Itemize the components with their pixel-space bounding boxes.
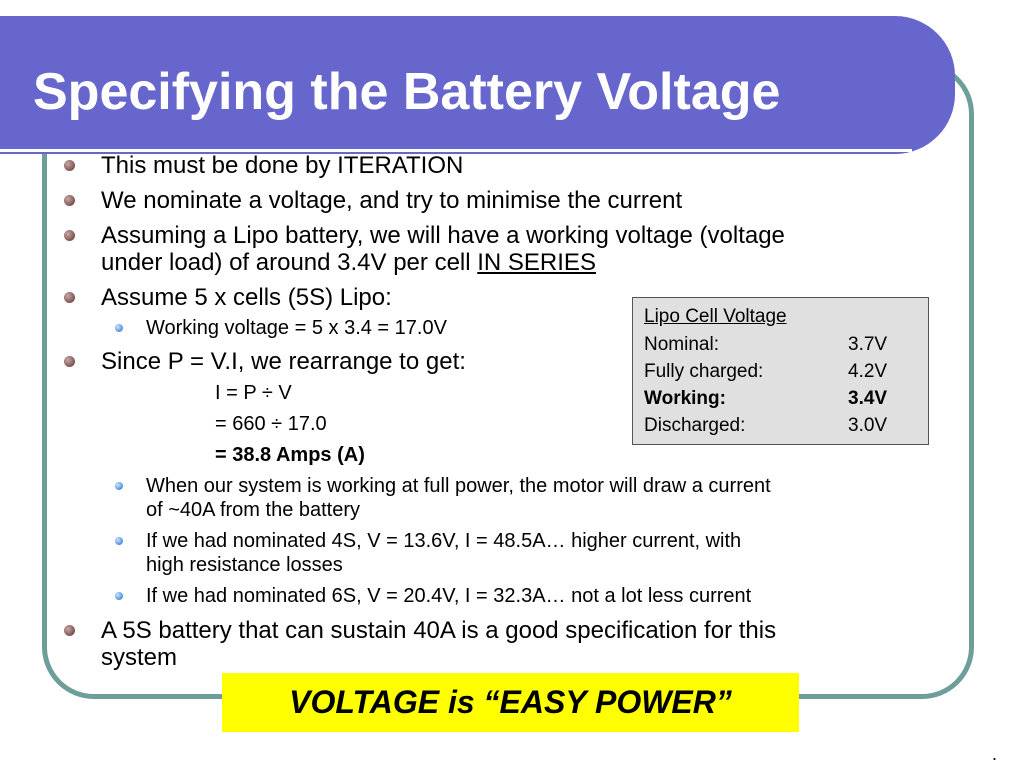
equation-line: = 660 ÷ 17.0 xyxy=(215,413,327,435)
voltage-row-value: 3.7V xyxy=(848,334,888,355)
lipo-cell-voltage-box xyxy=(632,297,929,445)
underlined-emphasis: IN SERIES xyxy=(477,249,596,276)
sub-bullet-dot xyxy=(115,537,123,545)
bullet-dot xyxy=(64,160,75,171)
sub-bullet-dot xyxy=(115,324,123,332)
title-bar xyxy=(0,16,955,154)
bullet-text: We nominate a voltage, and try to minimise the current xyxy=(101,187,683,214)
bullet-text-part: under load) of around 3.4V per cell xyxy=(101,249,471,276)
sub-bullet-dot xyxy=(115,482,123,490)
equation-result: = 38.8 Amps (A) xyxy=(215,444,365,466)
sub-bullet-text: Working voltage = 5 x 3.4 = 17.0V xyxy=(146,317,447,339)
slide-title: Specifying the Battery Voltage xyxy=(33,63,781,121)
voltage-row-label: Discharged: xyxy=(644,415,746,436)
equation-line: I = P ÷ V xyxy=(215,382,292,404)
sub-bullet-text-continued: of ~40A from the battery xyxy=(146,499,361,521)
easy-power-banner xyxy=(222,673,799,732)
voltage-row-value: 3.0V xyxy=(848,415,888,436)
bullet-dot xyxy=(64,625,75,636)
corner-mark: . xyxy=(992,744,998,764)
voltage-row-value: 4.2V xyxy=(848,361,888,382)
bullet-text: Assuming a Lipo battery, we will have a working voltage (voltage xyxy=(101,222,785,249)
voltage-row-label: Working: xyxy=(644,388,726,409)
voltage-box-heading: Lipo Cell Voltage xyxy=(644,306,787,327)
sub-bullet-text: If we had nominated 4S, V = 13.6V, I = 48.5A… higher current, with xyxy=(146,530,742,552)
bullet-text: A 5S battery that can sustain 40A is a good specification for this xyxy=(101,617,777,644)
bullet-dot xyxy=(64,230,75,241)
bullet-dot xyxy=(64,292,75,303)
sub-bullet-text: If we had nominated 6S, V = 20.4V, I = 32.3A… not a lot less current xyxy=(146,585,752,607)
bullet-text-continued: system xyxy=(101,644,178,671)
sub-bullet-text: When our system is working at full power, the motor will draw a current xyxy=(146,475,771,497)
bullet-text-continued xyxy=(101,249,596,276)
voltage-row-label: Fully charged: xyxy=(644,361,764,382)
banner-text: VOLTAGE is “EASY POWER” xyxy=(289,684,732,720)
voltage-row-label: Nominal: xyxy=(644,334,719,355)
bullet-text: Since P = V.I, we rearrange to get: xyxy=(101,348,466,375)
sub-bullet-text-continued: high resistance losses xyxy=(146,554,343,576)
bullet-text: This must be done by ITERATION xyxy=(101,152,464,179)
bullet-dot xyxy=(64,195,75,206)
bullet-dot xyxy=(64,356,75,367)
sub-bullet-dot xyxy=(115,592,123,600)
bullet-text: Assume 5 x cells (5S) Lipo: xyxy=(101,284,392,311)
voltage-row-value: 3.4V xyxy=(848,388,888,409)
